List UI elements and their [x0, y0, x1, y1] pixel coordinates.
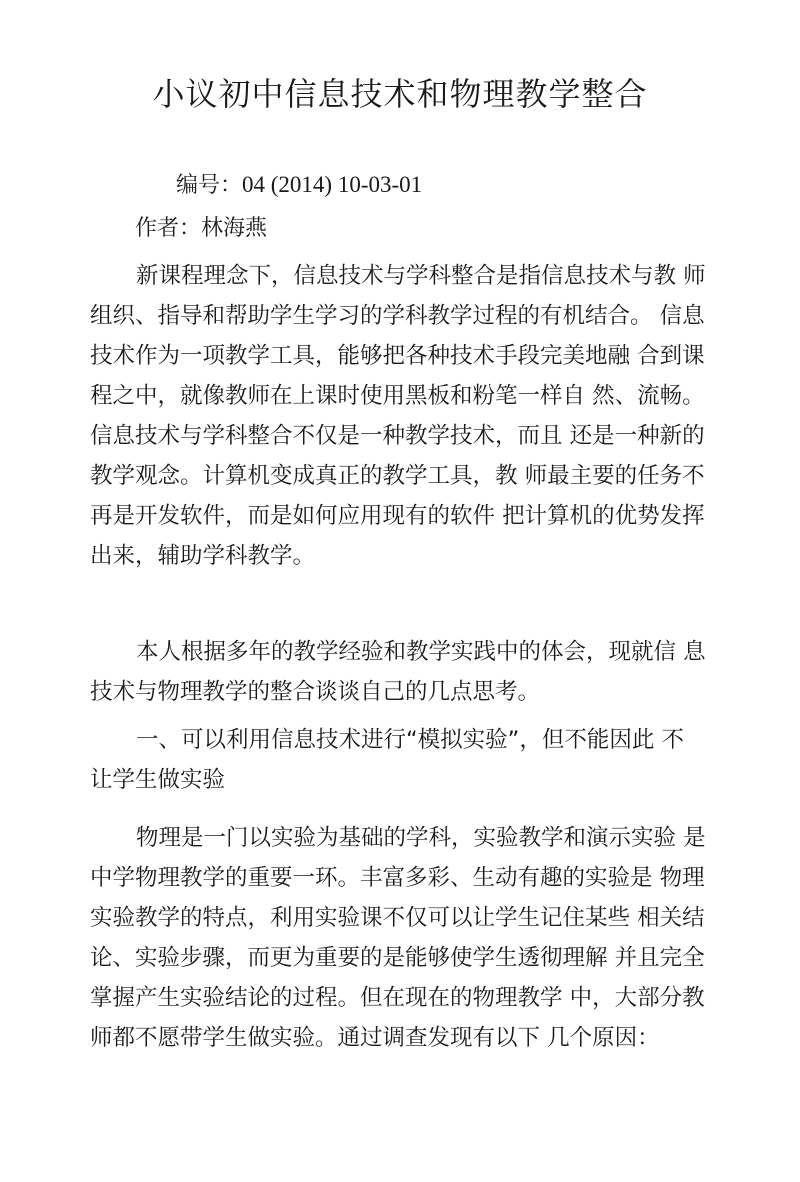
- paragraph-line: 信息技术与学科整合不仅是一种教学技术，而且 还是一种新的: [90, 423, 705, 449]
- paragraph-line: 出来，辅助学科教学。: [90, 543, 316, 569]
- paragraph-line: 物理是一门以实验为基础的学科，实验教学和演示实验 是: [136, 825, 706, 851]
- document-id: [176, 170, 422, 201]
- paragraph-line: 教学观念。计算机变成真正的教学工具，教 师最主要的任务不: [90, 463, 705, 489]
- paragraph-line: 组织、指导和帮助学生学习的学科教学过程的有机结合。 信息: [90, 303, 705, 329]
- paragraph-line: 师都不愿带学生做实验。通过调查发现有以下 几个原因：: [90, 1025, 660, 1051]
- paragraph-3: [90, 818, 720, 1058]
- paragraph-line: 再是开发软件，而是如何应用现有的软件 把计算机的优势发挥: [90, 503, 705, 529]
- paragraph-line: 本人根据多年的教学经验和教学实践中的体会，现就信 息: [136, 639, 706, 665]
- section-heading-line: 一、可以利用信息技术进行“模拟实验”，但不能因此 不: [136, 727, 684, 753]
- author-label: 作者：: [135, 216, 202, 241]
- author-name: 林海燕: [201, 216, 268, 241]
- author-line: [135, 214, 267, 244]
- paragraph-line: 程之中，就像教师在上课时使用黑板和粉笔一样自 然、流畅。: [90, 383, 705, 409]
- document-id-value: 04 (2014) 10-03-01: [242, 172, 423, 197]
- paragraph-2: [90, 632, 720, 712]
- paragraph-1: [90, 256, 720, 576]
- paragraph-line: 新课程理念下，信息技术与学科整合是指信息技术与教 师: [136, 263, 706, 289]
- section-heading-1: [90, 720, 720, 800]
- document-title: 小议初中信息技术和物理教学整合: [152, 75, 648, 113]
- paragraph-line: 技术与物理教学的整合谈谈自己的几点思考。: [90, 679, 541, 705]
- document-id-label: 编号：: [176, 173, 243, 198]
- paragraph-line: 掌握产生实验结论的过程。但在现在的物理教学 中，大部分教: [90, 985, 705, 1011]
- paragraph-line: 实验教学的特点，利用实验课不仅可以让学生记住某些 相关结: [90, 905, 705, 931]
- paragraph-line: 论、实验步骤，而更为重要的是能够使学生透彻理解 并且完全: [90, 945, 705, 971]
- paragraph-line: 中学物理教学的重要一环。丰富多彩、生动有趣的实验是 物理: [90, 865, 705, 891]
- section-heading-line: 让学生做实验: [90, 767, 226, 793]
- paragraph-line: 技术作为一项教学工具，能够把各种技术手段完美地融 合到课: [90, 343, 705, 369]
